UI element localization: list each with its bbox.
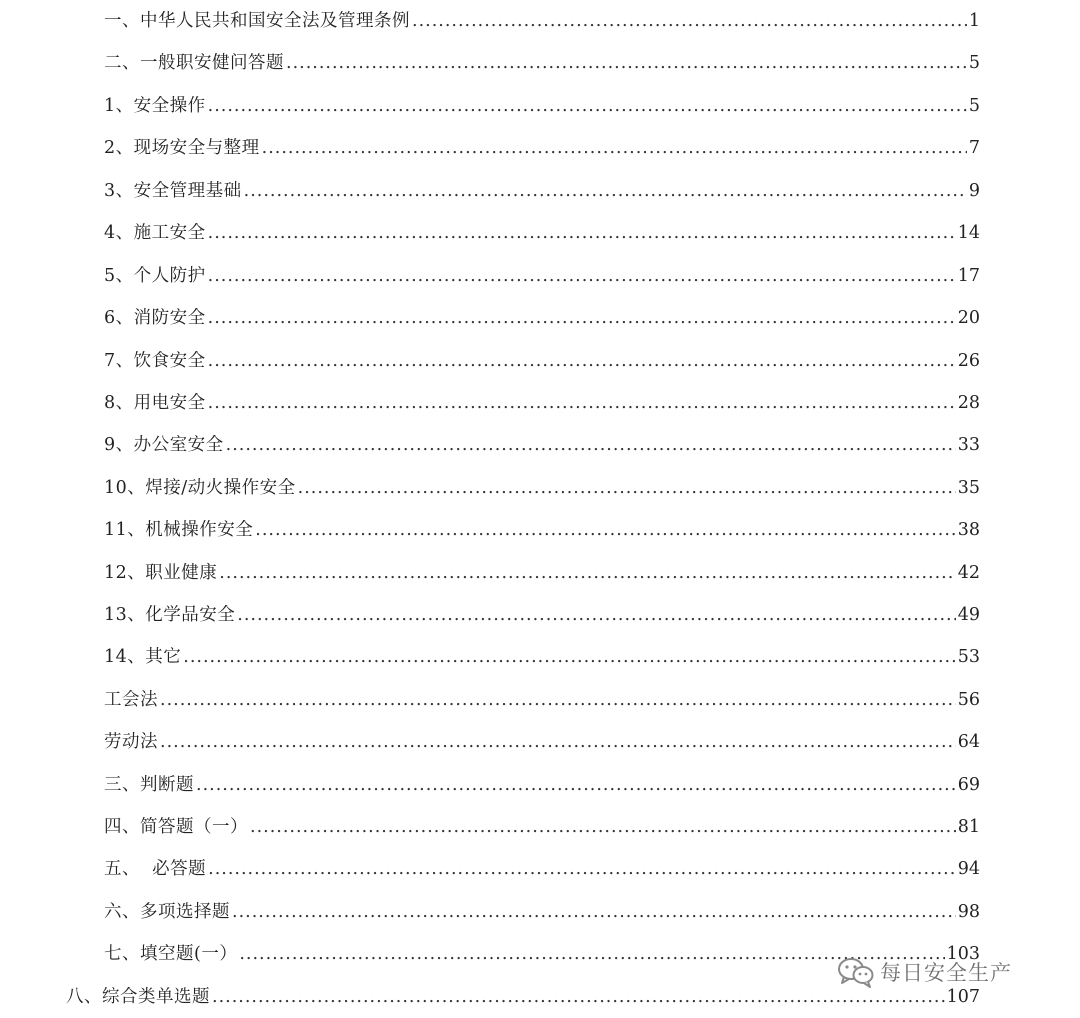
- toc-entry-page: 9: [968, 181, 980, 201]
- toc-entry-label: 工会法: [104, 690, 158, 710]
- toc-entry-page: 5: [968, 53, 980, 73]
- toc-entry-label: 11、机械操作安全: [104, 520, 254, 540]
- toc-leader-dots: [208, 389, 956, 417]
- toc-entry-page: 69: [957, 775, 980, 795]
- toc-entry-page: 49: [957, 605, 980, 625]
- toc-entry-page: 81: [957, 817, 980, 837]
- toc-leader-dots: [208, 262, 956, 290]
- toc-entry-label: 二、一般职安健问答题: [104, 53, 284, 73]
- toc-leader-dots: [237, 601, 955, 629]
- toc-entry: [104, 516, 980, 544]
- toc-leader-dots: [212, 983, 945, 1011]
- toc-entry: [104, 855, 980, 883]
- toc-leader-dots: [244, 177, 967, 205]
- toc-entry-page: 7: [968, 138, 980, 158]
- toc-entry-label: 7、饮食安全: [104, 351, 206, 371]
- toc-leader-dots: [196, 771, 956, 799]
- toc-entry-page: 5: [968, 96, 980, 116]
- toc-entry-page: 33: [957, 435, 980, 455]
- toc-entry: [104, 49, 980, 77]
- toc-entry: [104, 431, 980, 459]
- toc-entry-label: 八、综合类单选题: [66, 987, 210, 1007]
- toc-entry-label: 四、简答题（一）: [104, 817, 248, 837]
- toc-entry-label: 4、施工安全: [104, 223, 206, 243]
- toc-leader-dots: [232, 898, 956, 926]
- toc-entry-label: 13、化学品安全: [104, 605, 236, 625]
- toc-leader-dots: [286, 49, 967, 77]
- toc-entry-label: 8、用电安全: [104, 393, 206, 413]
- toc-entry-page: 107: [946, 987, 980, 1007]
- toc-leader-dots: [250, 813, 956, 841]
- toc-leader-dots: [255, 516, 955, 544]
- toc-entry-page: 28: [957, 393, 980, 413]
- watermark: [836, 952, 1012, 992]
- toc-entry: [104, 643, 980, 671]
- toc-entry-page: 42: [957, 563, 980, 583]
- toc-leader-dots: [160, 728, 956, 756]
- toc-entry-label: 3、安全管理基础: [104, 181, 242, 201]
- toc-entry: [104, 347, 980, 375]
- toc-entry-label: 9、办公室安全: [104, 435, 224, 455]
- toc-entry: [104, 559, 980, 587]
- toc-entry-page: 14: [957, 223, 980, 243]
- toc-entry-page: 38: [957, 520, 980, 540]
- toc-entry: [104, 92, 980, 120]
- toc-entry-page: 26: [957, 351, 980, 371]
- toc-leader-dots: [226, 431, 956, 459]
- watermark-text: 每日安全生产: [880, 961, 1012, 985]
- toc-entry: [104, 304, 980, 332]
- toc-entry-page: 35: [957, 478, 980, 498]
- toc-entry: [104, 177, 980, 205]
- toc-entry-page: 103: [946, 944, 980, 964]
- wechat-icon: [836, 955, 876, 989]
- toc-entry-page: 1: [968, 11, 980, 31]
- toc-entry: [104, 601, 980, 629]
- toc-entry-label: 1、安全操作: [104, 96, 206, 116]
- toc-entry: [104, 686, 980, 714]
- toc-entry: [104, 771, 980, 799]
- toc-entry-page: 94: [957, 859, 980, 879]
- toc-leader-dots: [208, 219, 956, 247]
- toc-entry-label: 5、个人防护: [104, 266, 206, 286]
- toc-entry: [104, 728, 980, 756]
- toc-leader-dots: [412, 7, 967, 35]
- toc-entry-label: 五、 必答题: [104, 859, 207, 879]
- toc-entry-label: 14、其它: [104, 647, 182, 667]
- toc-entry-label: 2、现场安全与整理: [104, 138, 260, 158]
- toc-entry-label: 6、消防安全: [104, 308, 206, 328]
- toc-leader-dots: [208, 92, 967, 120]
- toc-leader-dots: [208, 304, 956, 332]
- toc-entry: [104, 7, 980, 35]
- toc-entry: [104, 389, 980, 417]
- toc-leader-dots: [160, 686, 956, 714]
- toc-leader-dots: [208, 347, 956, 375]
- toc-entry: [104, 813, 980, 841]
- toc-entry-label: 三、判断题: [104, 775, 194, 795]
- toc-entry: [104, 134, 980, 162]
- toc-entry-label: 一、中华人民共和国安全法及管理条例: [104, 11, 410, 31]
- toc-entry: [104, 898, 980, 926]
- toc-leader-dots: [183, 643, 955, 671]
- toc-entry-label: 七、填空题(一）: [104, 944, 238, 964]
- toc-entry-page: 20: [957, 308, 980, 328]
- toc-leader-dots: [298, 474, 956, 502]
- toc-entry-label: 六、多项选择题: [104, 902, 230, 922]
- toc-entry: [104, 219, 980, 247]
- toc-entry-label: 10、焊接/动火操作安全: [104, 478, 296, 498]
- toc-leader-dots: [208, 855, 956, 883]
- toc-entry-page: 98: [957, 902, 980, 922]
- toc-entry-page: 56: [957, 690, 980, 710]
- toc-leader-dots: [262, 134, 967, 162]
- toc-entry-label: 12、职业健康: [104, 563, 218, 583]
- toc-entry-page: 53: [957, 647, 980, 667]
- toc-entry: [104, 262, 980, 290]
- toc-entry-label: 劳动法: [104, 732, 158, 752]
- toc-leader-dots: [219, 559, 955, 587]
- toc-entry-page: 17: [957, 266, 980, 286]
- toc-entry: [104, 474, 980, 502]
- toc-entry-page: 64: [957, 732, 980, 752]
